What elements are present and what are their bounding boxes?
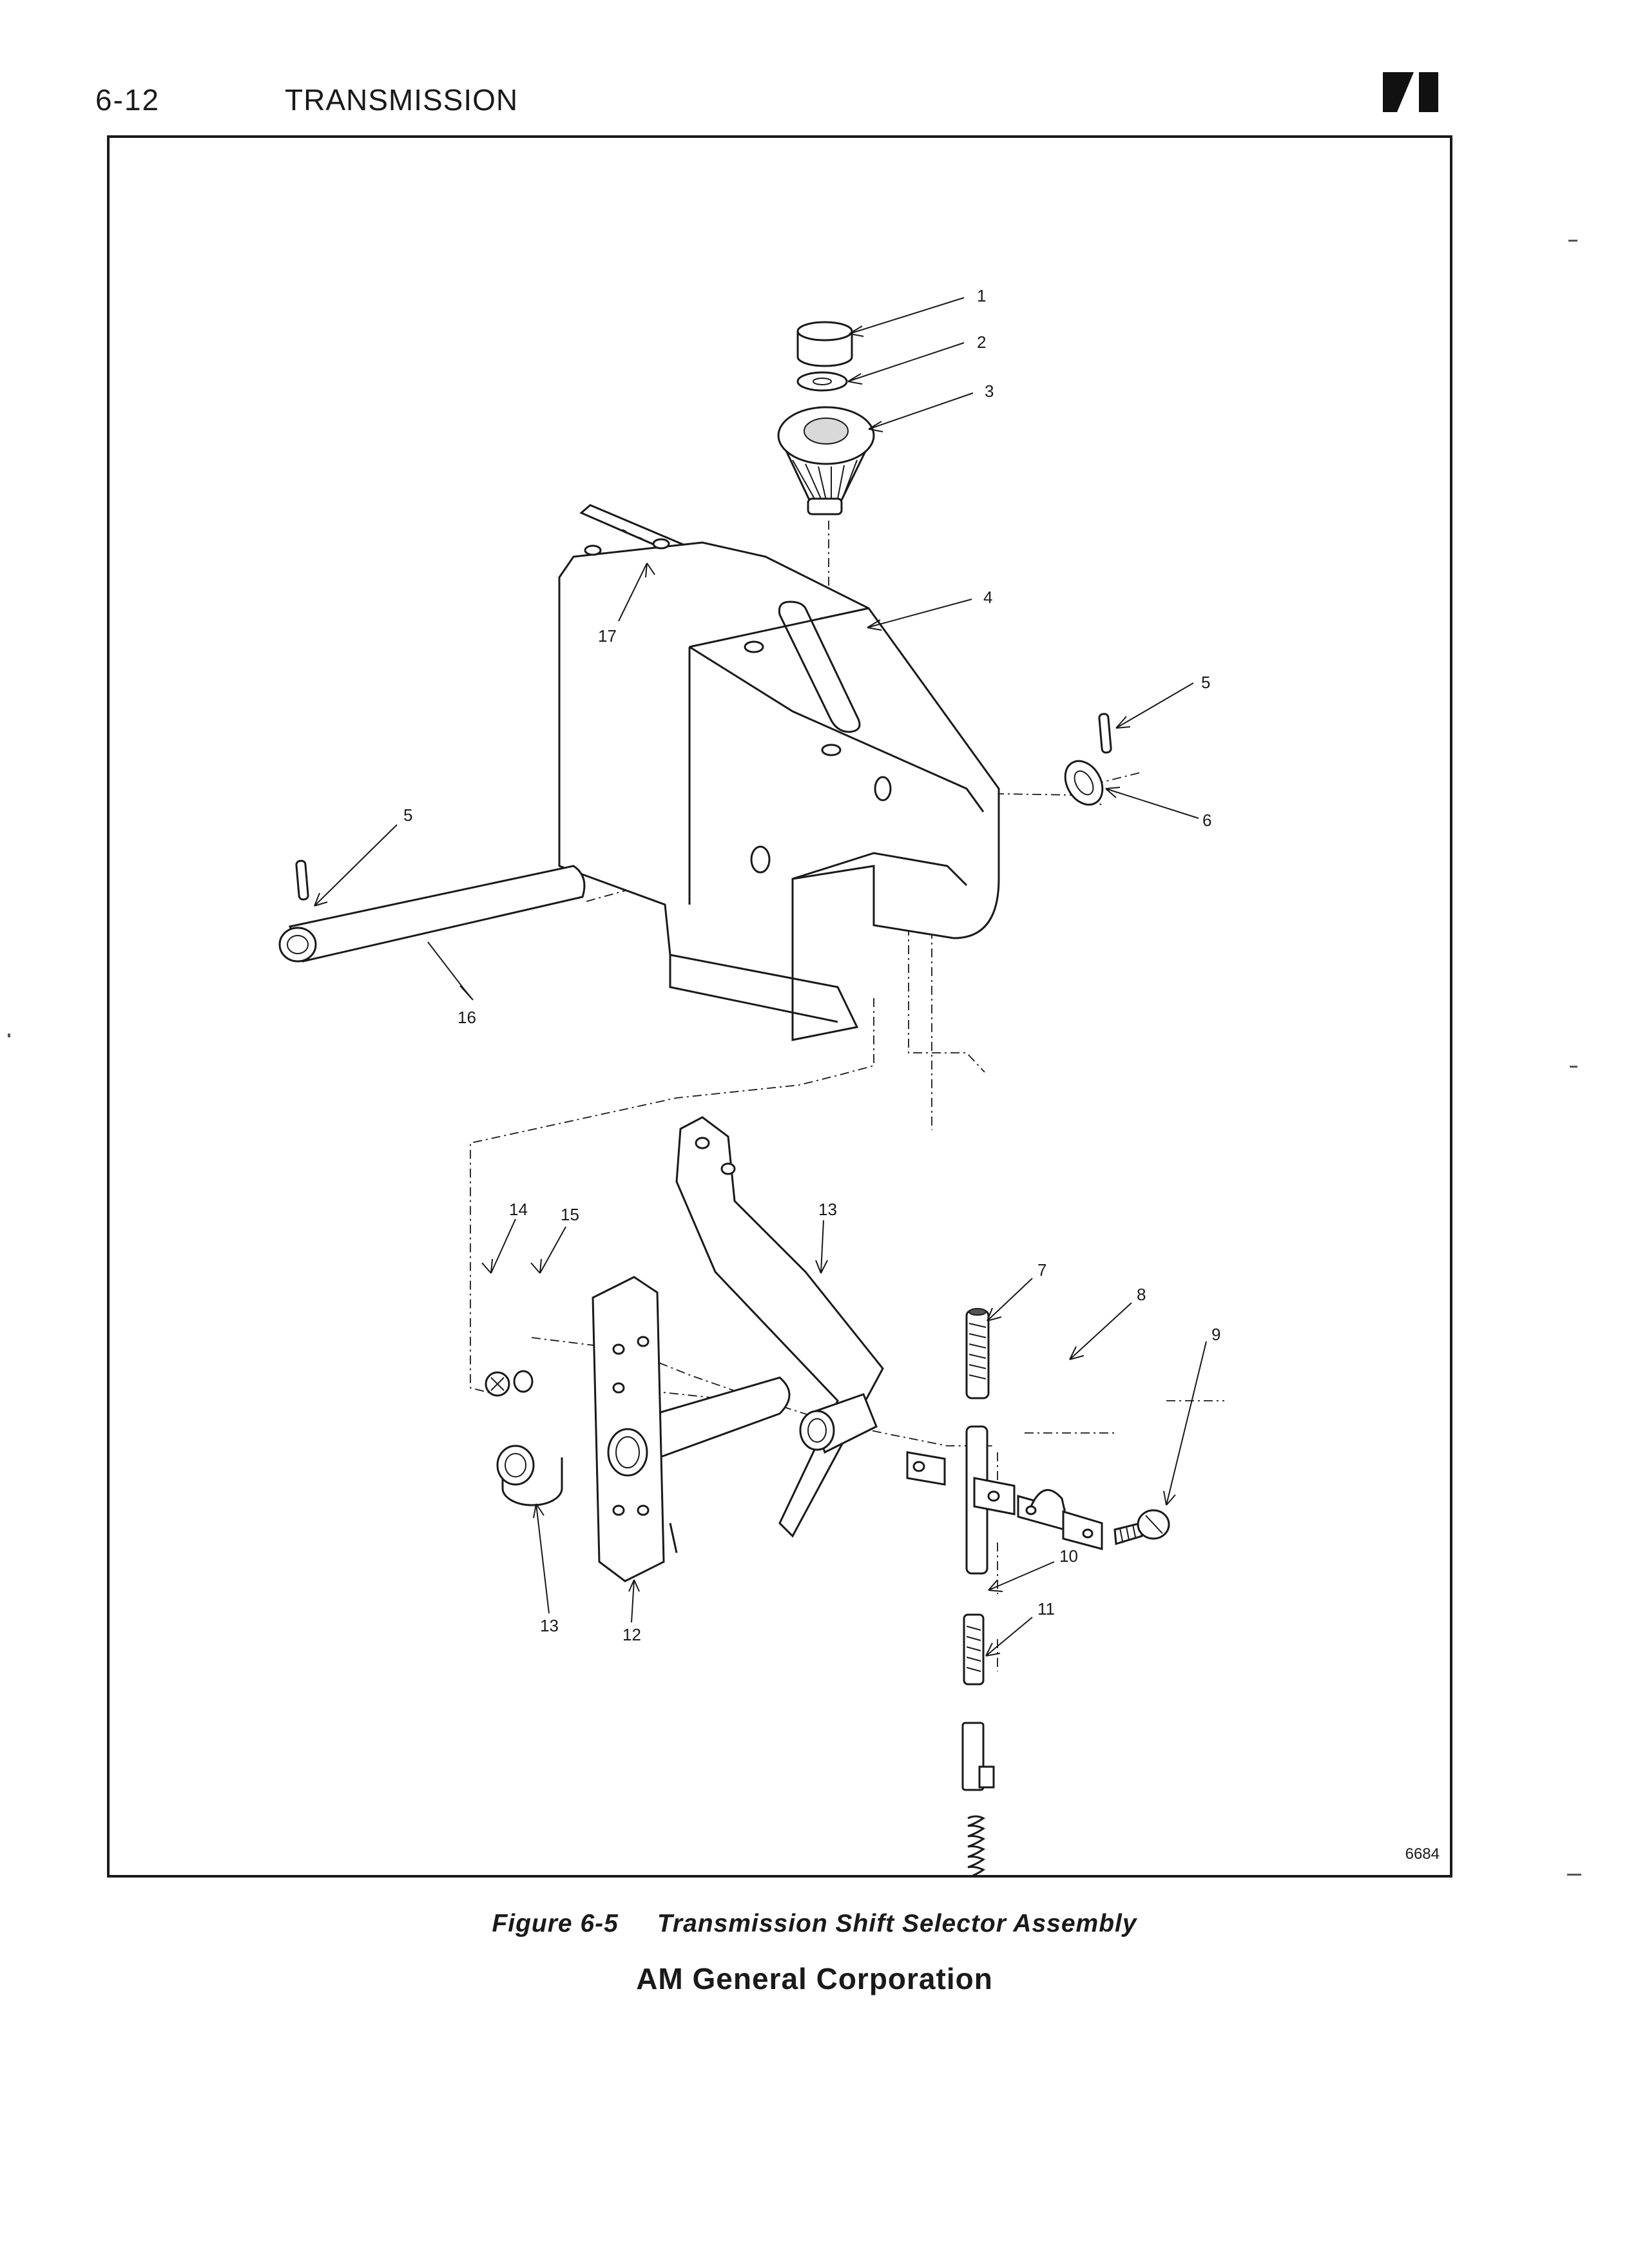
part-11-spring [968,1816,983,1875]
part-5-roll-pin-left [296,861,308,900]
callout-10: 10 [1059,1546,1078,1566]
part-12-selector-lever [593,1117,883,1581]
callout-7: 7 [1037,1260,1047,1280]
figure-caption [0,1910,1629,1938]
part-5-roll-pin-right [1099,714,1111,753]
leader-line [869,393,973,432]
part-8-clamp [1018,1490,1102,1549]
margin-mark [1568,240,1577,242]
part-9-screw [1115,1510,1169,1544]
section-title: TRANSMISSION [285,83,519,117]
part-13-bushing-right [800,1394,876,1452]
callout-9: 9 [1211,1325,1221,1344]
callout-3: 3 [985,381,994,401]
figure-reference-number: 6684 [1405,1845,1440,1863]
leader-line [867,599,972,630]
part-2-washer [798,372,847,390]
callout-13-right: 13 [818,1200,837,1219]
callout-14: 14 [509,1200,528,1219]
part-6-washer [1057,754,1110,811]
figure-title: Transmission Shift Selector Assembly [657,1910,1137,1937]
leader-line [314,825,397,906]
callout-2: 2 [977,332,987,352]
leader-line [1070,1303,1132,1360]
leader-line [534,1504,549,1613]
part-3-knob [778,407,874,514]
leader-line [531,1227,566,1273]
callout-11: 11 [1037,1599,1055,1619]
figure-frame [107,135,1452,1878]
margin-mark [1570,1066,1577,1068]
callout-1: 1 [977,286,987,305]
callout-4: 4 [983,588,993,607]
leader-line [1164,1341,1206,1505]
leader-line [1116,683,1193,728]
leader-line [816,1220,827,1273]
callout-16: 16 [458,1008,476,1027]
leader-line [988,1562,1054,1591]
company-name: AM General Corporation [636,1962,993,1995]
leader-line [629,1580,639,1622]
part-1-cap [798,322,852,366]
leader-line [848,343,964,384]
part-10-plunger [963,1615,994,1790]
callout-5-left: 5 [403,805,413,825]
callout-15: 15 [561,1205,579,1224]
callout-12: 12 [622,1625,641,1644]
figure-label: Figure 6-5 [492,1910,619,1937]
am-general-logo-icon [1383,72,1438,112]
leader-line [986,1617,1032,1656]
margin-mark [8,1033,10,1037]
exploded-view-diagram [110,138,1450,1875]
callout-13-left: 13 [540,1616,559,1635]
leader-line [482,1219,516,1273]
leader-line [849,298,964,336]
callout-17: 17 [598,626,617,646]
part-15-lockwasher [514,1371,532,1392]
callout-6: 6 [1202,811,1212,830]
leader-line [1106,787,1199,818]
leader-line [428,942,473,1000]
page-number: 6-12 [95,83,160,117]
margin-mark [1567,1874,1581,1876]
callout-8: 8 [1137,1285,1146,1304]
part-13-bushing-left [497,1446,562,1505]
callout-5-right: 5 [1201,673,1211,692]
part-14-nut [486,1372,509,1396]
part-4-housing [559,539,999,1040]
leader-line [987,1278,1032,1321]
